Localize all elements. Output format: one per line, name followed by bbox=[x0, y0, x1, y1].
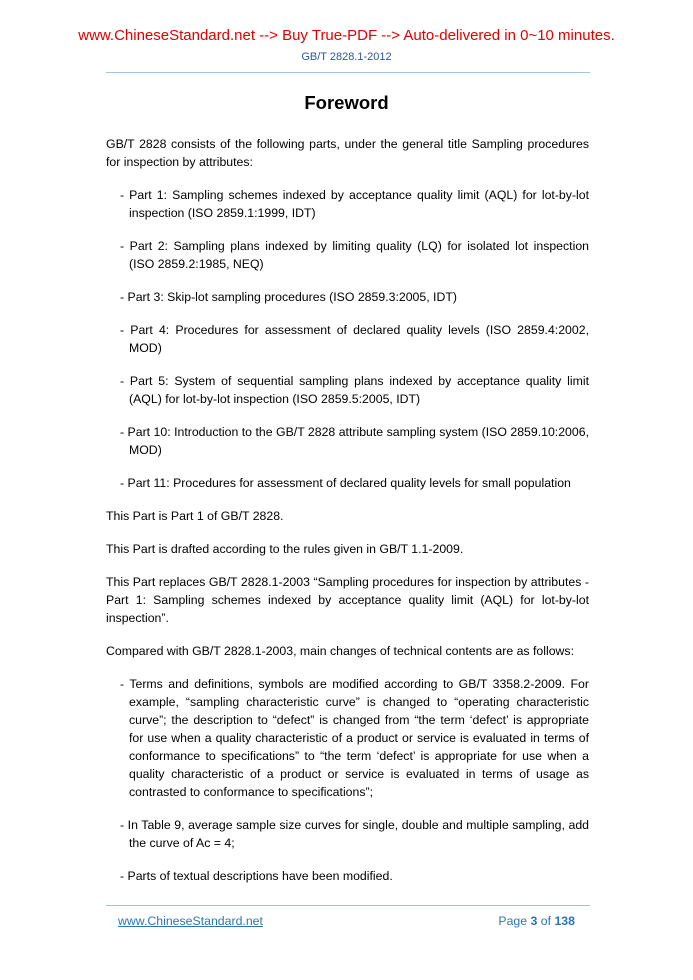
header-divider bbox=[106, 72, 590, 73]
drafted-paragraph: This Part is drafted according to the rules given in GB/T 1.1-2009. bbox=[106, 542, 464, 556]
page-current: 3 bbox=[530, 914, 538, 928]
footer-divider bbox=[106, 905, 590, 906]
document-id: GB/T 2828.1-2012 bbox=[301, 51, 392, 63]
page-prefix: Page bbox=[498, 914, 531, 928]
change-list-item: - In Table 9, average sample size curves for single, double and multiple sampling, add the curve of Ac = 4; bbox=[120, 818, 589, 850]
part-list-item: - Part 11: Procedures for assessment of declared quality levels for small population bbox=[120, 476, 571, 490]
part-list-item: - Part 2: Sampling plans indexed by limiting quality (LQ) for isolated lot inspection (ISO 2859.2:1985, NEQ) bbox=[120, 239, 589, 271]
part-list-item: - Part 5: System of sequential sampling plans indexed by acceptance quality limit (AQL) for lot-by-lot inspection (ISO 2859.5:2005, IDT) bbox=[120, 374, 589, 406]
change-list-item: - Parts of textual descriptions have been modified. bbox=[120, 869, 393, 883]
part-one-paragraph: This Part is Part 1 of GB/T 2828. bbox=[106, 509, 284, 523]
compared-paragraph: Compared with GB/T 2828.1-2003, main changes of technical contents are as follows: bbox=[106, 644, 574, 658]
part-list-item: - Part 4: Procedures for assessment of declared quality levels (ISO 2859.4:2002, MOD) bbox=[120, 323, 589, 355]
footer-website-link[interactable]: www.ChineseStandard.net bbox=[118, 914, 263, 928]
page-of: of bbox=[537, 914, 555, 928]
header-banner[interactable]: www.ChineseStandard.net --> Buy True-PDF --> Auto-delivered in 0~10 minutes. bbox=[78, 27, 615, 44]
document-body bbox=[106, 135, 589, 900]
intro-paragraph: GB/T 2828 consists of the following parts, under the general title Sampling procedures for inspection by attributes: bbox=[106, 137, 589, 169]
page-total: 138 bbox=[554, 914, 575, 928]
part-list-item: - Part 3: Skip-lot sampling procedures (ISO 2859.3:2005, IDT) bbox=[120, 290, 457, 304]
replaces-paragraph: This Part replaces GB/T 2828.1-2003 “Sampling procedures for inspection by attributes - Part 1: Sampling schemes indexed by acceptance quality limit (AQL) for lot-by-lot inspection”. bbox=[106, 575, 589, 625]
change-list-item: - Terms and definitions, symbols are modified according to GB/T 3358.2-2009. For example, “sampling characteristic curve” is changed to “operating characteristic curve”; the description to “defect” is changed from “the term ‘defect’ is appropriate for use when a quality characteristic of a product or service is evaluated in terms of conformance to specifications” to “the term ‘defect’ is appropriate for use when a quality characteristic of a product or service is evaluated in terms of usage as contrasted to conformance to specifications”; bbox=[120, 677, 589, 799]
part-list-item: - Part 10: Introduction to the GB/T 2828 attribute sampling system (ISO 2859.10:2006, MOD) bbox=[120, 425, 589, 457]
page-title: Foreword bbox=[304, 92, 389, 113]
page-number bbox=[498, 914, 575, 928]
part-list-item: - Part 1: Sampling schemes indexed by acceptance quality limit (AQL) for lot-by-lot inspection (ISO 2859.1:1999, IDT) bbox=[120, 188, 589, 220]
